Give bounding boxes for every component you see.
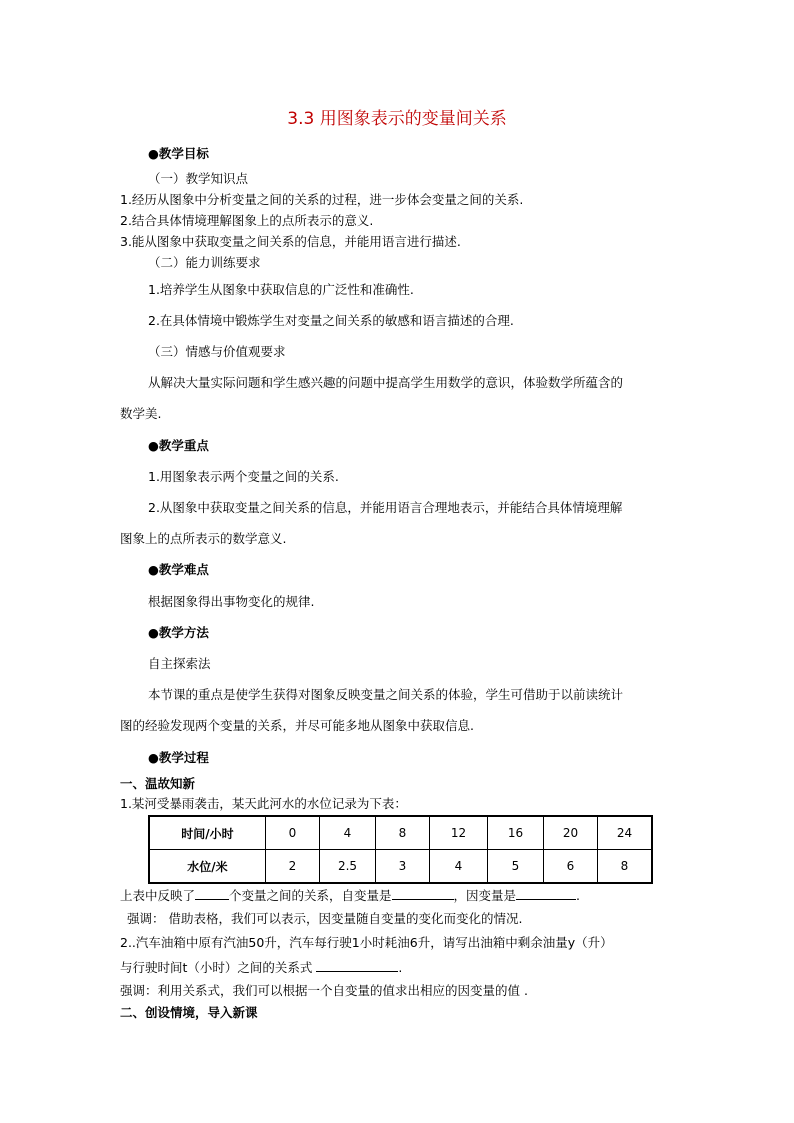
fill-text-b: 个变量之间的关系，自变量是	[229, 888, 392, 903]
knowledge-item-2: 2.结合具体情境理解图象上的点所表示的意义.	[120, 213, 374, 228]
table-row	[149, 816, 652, 850]
table-cell: 24	[598, 816, 653, 850]
page-title: 3.3 用图象表示的变量间关系	[287, 109, 507, 129]
table-cell: 4	[320, 816, 376, 850]
method-text-3: 图的经验发现两个变量的关系，并尽可能多地从图象中获取信息.	[120, 718, 474, 733]
emotion-heading: （三）情感与价值观要求	[148, 344, 286, 359]
key-text-1: 1.用图象表示两个变量之间的关系.	[148, 469, 339, 484]
table-cell: 2.5	[320, 850, 376, 884]
answer-blank-1[interactable]	[195, 886, 229, 900]
fill-text-a: 上表中反映了	[120, 888, 196, 903]
ability-item-1: 1.培养学生从图象中获取信息的广泛性和准确性.	[148, 282, 414, 297]
method-text-2: 本节课的重点是使学生获得对图象反映变量之间关系的体验，学生可借助于以前读统计	[148, 687, 624, 702]
fill-text-c: ，因变量是	[453, 888, 517, 903]
table-row	[149, 850, 652, 884]
section-review-heading: 一、温故知新	[120, 776, 196, 791]
emotion-text-1: 从解决大量实际问题和学生感兴趣的问题中提高学生用数学的意识，体验数学所蕴含的	[148, 375, 624, 390]
table-cell: 8	[376, 816, 430, 850]
table-row-header: 水位/米	[149, 850, 266, 884]
answer-blank-4[interactable]	[316, 958, 398, 972]
water-level-table	[148, 815, 653, 884]
goal-heading: ●教学目标	[148, 146, 209, 161]
ability-heading: （二）能力训练要求	[148, 255, 261, 270]
question-2-text: 与行驶时间t（小时）之间的关系式	[120, 960, 313, 975]
difficult-text: 根据图象得出事物变化的规律.	[148, 594, 315, 609]
knowledge-item-3: 3.能从图象中获取变量之间关系的信息，并能用语言进行描述.	[120, 234, 461, 249]
table-cell: 12	[430, 816, 488, 850]
fill-in-question	[120, 886, 580, 905]
table-cell: 16	[488, 816, 544, 850]
question-1: 1.某河受暴雨袭击，某天此河水的水位记录为下表：	[120, 796, 407, 811]
table-cell: 20	[544, 816, 598, 850]
fill-text-d: .	[576, 888, 581, 903]
table-cell: 3	[376, 850, 430, 884]
note-1: 强调： 借助表格，我们可以表示，因变量随自变量的变化而变化的情况.	[127, 911, 523, 926]
section-intro-heading: 二、创设情境，导入新课	[120, 1005, 258, 1020]
answer-blank-3[interactable]	[516, 886, 576, 900]
question-2-line-1: 2..汽车油箱中原有汽油50升，汽车每行驶1小时耗油6升，请写出油箱中剩余油量y（升）	[120, 935, 613, 950]
table-cell: 6	[544, 850, 598, 884]
table-cell: 8	[598, 850, 653, 884]
emotion-text-2: 数学美.	[120, 406, 162, 421]
table-cell: 5	[488, 850, 544, 884]
table-cell: 0	[266, 816, 320, 850]
key-heading: ●教学重点	[148, 438, 209, 453]
knowledge-heading: （一）教学知识点	[148, 171, 249, 186]
ability-item-2: 2.在具体情境中锻炼学生对变量之间关系的敏感和语言描述的合理.	[148, 313, 514, 328]
table-cell: 2	[266, 850, 320, 884]
method-text-1: 自主探索法	[148, 656, 211, 671]
answer-blank-2[interactable]	[392, 886, 454, 900]
key-text-3: 图象上的点所表示的数学意义.	[120, 531, 287, 546]
method-heading: ●教学方法	[148, 625, 209, 640]
process-heading: ●教学过程	[148, 750, 209, 765]
difficult-heading: ●教学难点	[148, 562, 209, 577]
table-cell: 4	[430, 850, 488, 884]
knowledge-item-1: 1.经历从图象中分析变量之间的关系的过程，进一步体会变量之间的关系.	[120, 192, 524, 207]
question-2-end: .	[398, 960, 403, 975]
key-text-2: 2.从图象中获取变量之间关系的信息，并能用语言合理地表示，并能结合具体情境理解	[148, 500, 623, 515]
question-2-line-2	[120, 958, 402, 977]
note-2: 强调：利用关系式，我们可以根据一个自变量的值求出相应的因变量的值 .	[120, 983, 528, 998]
table-row-header: 时间/小时	[149, 816, 266, 850]
